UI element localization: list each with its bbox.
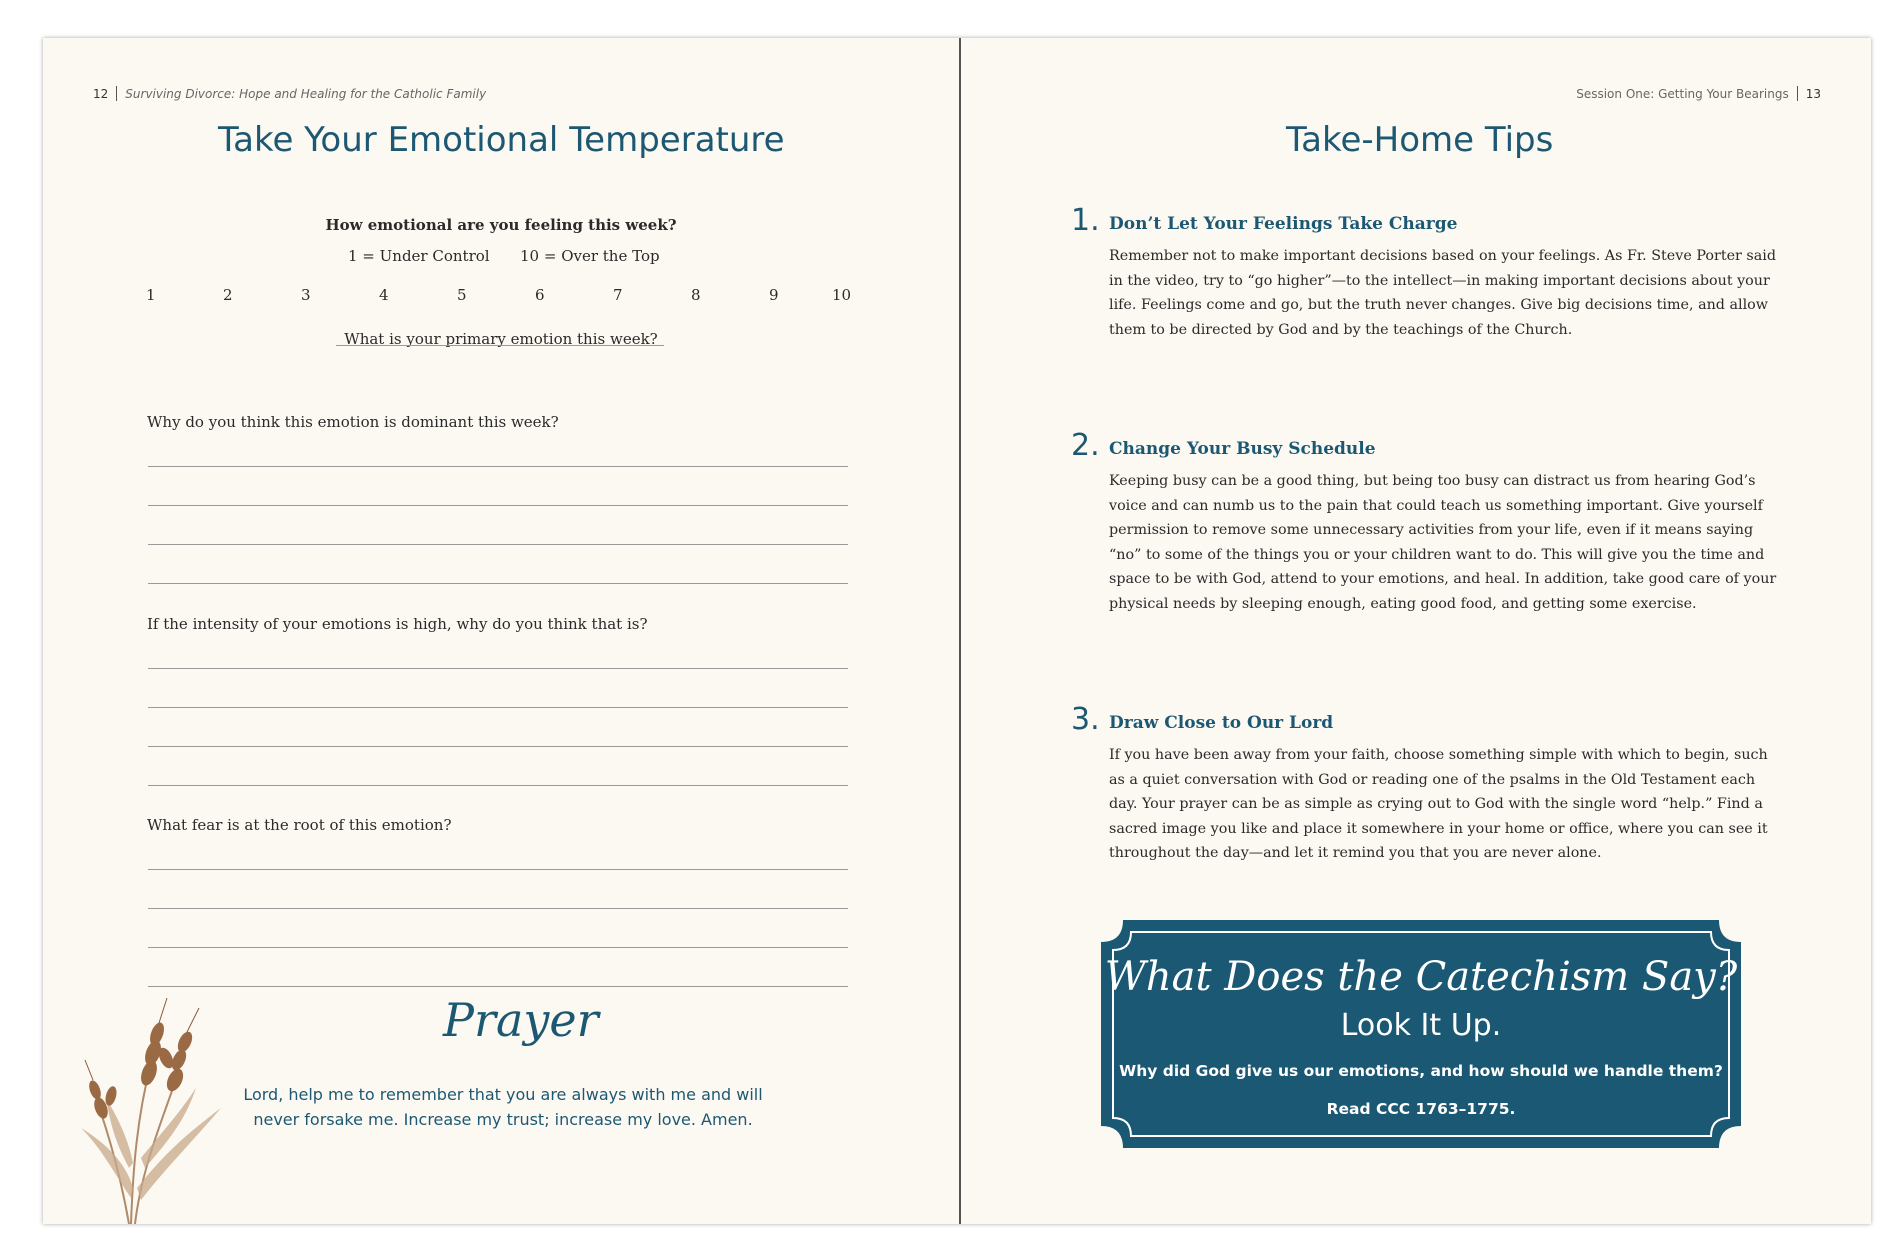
scale-question: How emotional are you feeling this week? (325, 216, 677, 234)
session-title: Session One: Getting Your Bearings (1576, 87, 1789, 101)
answer-lines-intensity[interactable] (148, 630, 848, 786)
answer-line[interactable] (148, 708, 848, 747)
right-page (961, 38, 1871, 1224)
answer-line[interactable] (148, 747, 848, 786)
tip-body: If you have been away from your faith, choose something simple with which to begin, such as a quiet conversation with God or reading one of the psalms in the Old Testament each day. Your prayer can be as simple as crying out to God with the single word “help.” Find a sacred image you like and place it somewhere in your home or office, where you can see it throughout the day—and let it remind you that you are never alone. (1109, 747, 1768, 861)
scale-number[interactable]: 3 (301, 286, 311, 304)
right-page-number: 13 (1805, 87, 1821, 101)
answer-lines-fear[interactable] (148, 831, 848, 987)
running-head-divider (116, 86, 117, 101)
question-dominant-emotion: Why do you think this emotion is dominant this week? (147, 413, 559, 431)
scale-number[interactable]: 10 (832, 286, 852, 304)
question-fear: What fear is at the root of this emotion? (147, 816, 452, 834)
left-page (43, 38, 959, 1224)
right-running-head (1576, 86, 1821, 101)
left-page-number: 12 (93, 87, 109, 101)
page-title: Take Your Emotional Temperature (218, 120, 785, 160)
scale-number[interactable]: 2 (223, 286, 233, 304)
running-head-divider (1797, 86, 1798, 101)
answer-line[interactable] (148, 870, 848, 909)
scale-number[interactable]: 7 (613, 286, 623, 304)
answer-line[interactable] (148, 506, 848, 545)
scale-high-label: 10 = Over the Top (520, 247, 660, 265)
answer-line[interactable] (148, 428, 848, 467)
tip-body: Keeping busy can be a good thing, but being too busy can distract us from hearing God’s voice and can numb us to the pain that could teach us something important. Give yourself permission to remove some unnecessary activities from your life, even if it means saying “no” to some of the things you or your children want to do. This will give you the time and space to be with God, attend to your emotions, and heal. In addition, take good care of your physical needs by sleeping enough, eating good food, and getting some exercise. (1109, 473, 1777, 612)
answer-line[interactable] (148, 545, 848, 584)
answer-line[interactable] (148, 630, 848, 669)
catechism-box (1101, 920, 1741, 1148)
scale-number[interactable]: 4 (379, 286, 389, 304)
tip-heading: Change Your Busy Schedule (1109, 439, 1376, 459)
prayer-text: Lord, help me to remember that you are always with me and will never forsake me. Increase my trust; increase my love. Amen. (243, 1085, 763, 1129)
answer-lines-dominant[interactable] (148, 428, 848, 584)
book-title: Surviving Divorce: Hope and Healing for the Catholic Family (125, 87, 487, 101)
scale-number[interactable]: 1 (146, 286, 156, 304)
answer-line[interactable] (148, 909, 848, 948)
answer-line[interactable] (148, 948, 848, 987)
tip-number: 2. (1071, 428, 1100, 463)
catechism-subtitle: Look It Up. (1340, 1008, 1502, 1043)
catechism-reference: Read CCC 1763–1775. (1326, 1100, 1516, 1118)
answer-line[interactable] (148, 467, 848, 506)
scale-number[interactable]: 9 (769, 286, 779, 304)
answer-line[interactable] (148, 831, 848, 870)
catechism-question: Why did God give us our emotions, and how should we handle them? (1119, 1062, 1723, 1080)
page-title: Take-Home Tips (1286, 120, 1554, 160)
scale-number[interactable]: 5 (457, 286, 467, 304)
prayer-title: Prayer (443, 993, 599, 1047)
tip-heading: Draw Close to Our Lord (1109, 713, 1334, 733)
answer-line[interactable] (148, 669, 848, 708)
primary-emotion-question: What is your primary emotion this week? (344, 330, 658, 348)
primary-emotion-answer-line[interactable] (336, 345, 664, 346)
catechism-script-title: What Does the Catechism Say? (1104, 954, 1738, 1000)
scale-low-label: 1 = Under Control (348, 247, 490, 265)
tip-heading: Don’t Let Your Feelings Take Charge (1109, 214, 1458, 234)
scale-number[interactable]: 8 (691, 286, 701, 304)
scale-number[interactable]: 6 (535, 286, 545, 304)
tip-number: 1. (1071, 203, 1100, 238)
book-spread (43, 38, 1871, 1224)
tip-body: Remember not to make important decisions based on your feelings. As Fr. Steve Porter said in the video, try to “go higher”—to the intellect—in making important decisions about your life. Feelings come and go, but the truth never changes. Give big decisions time, and allow them to be directed by God and by the teachings of the Church. (1109, 248, 1776, 338)
left-running-head (93, 86, 486, 101)
emotion-scale (146, 246, 852, 304)
tip-number: 3. (1071, 702, 1100, 737)
question-intensity: If the intensity of your emotions is high, why do you think that is? (147, 615, 648, 633)
